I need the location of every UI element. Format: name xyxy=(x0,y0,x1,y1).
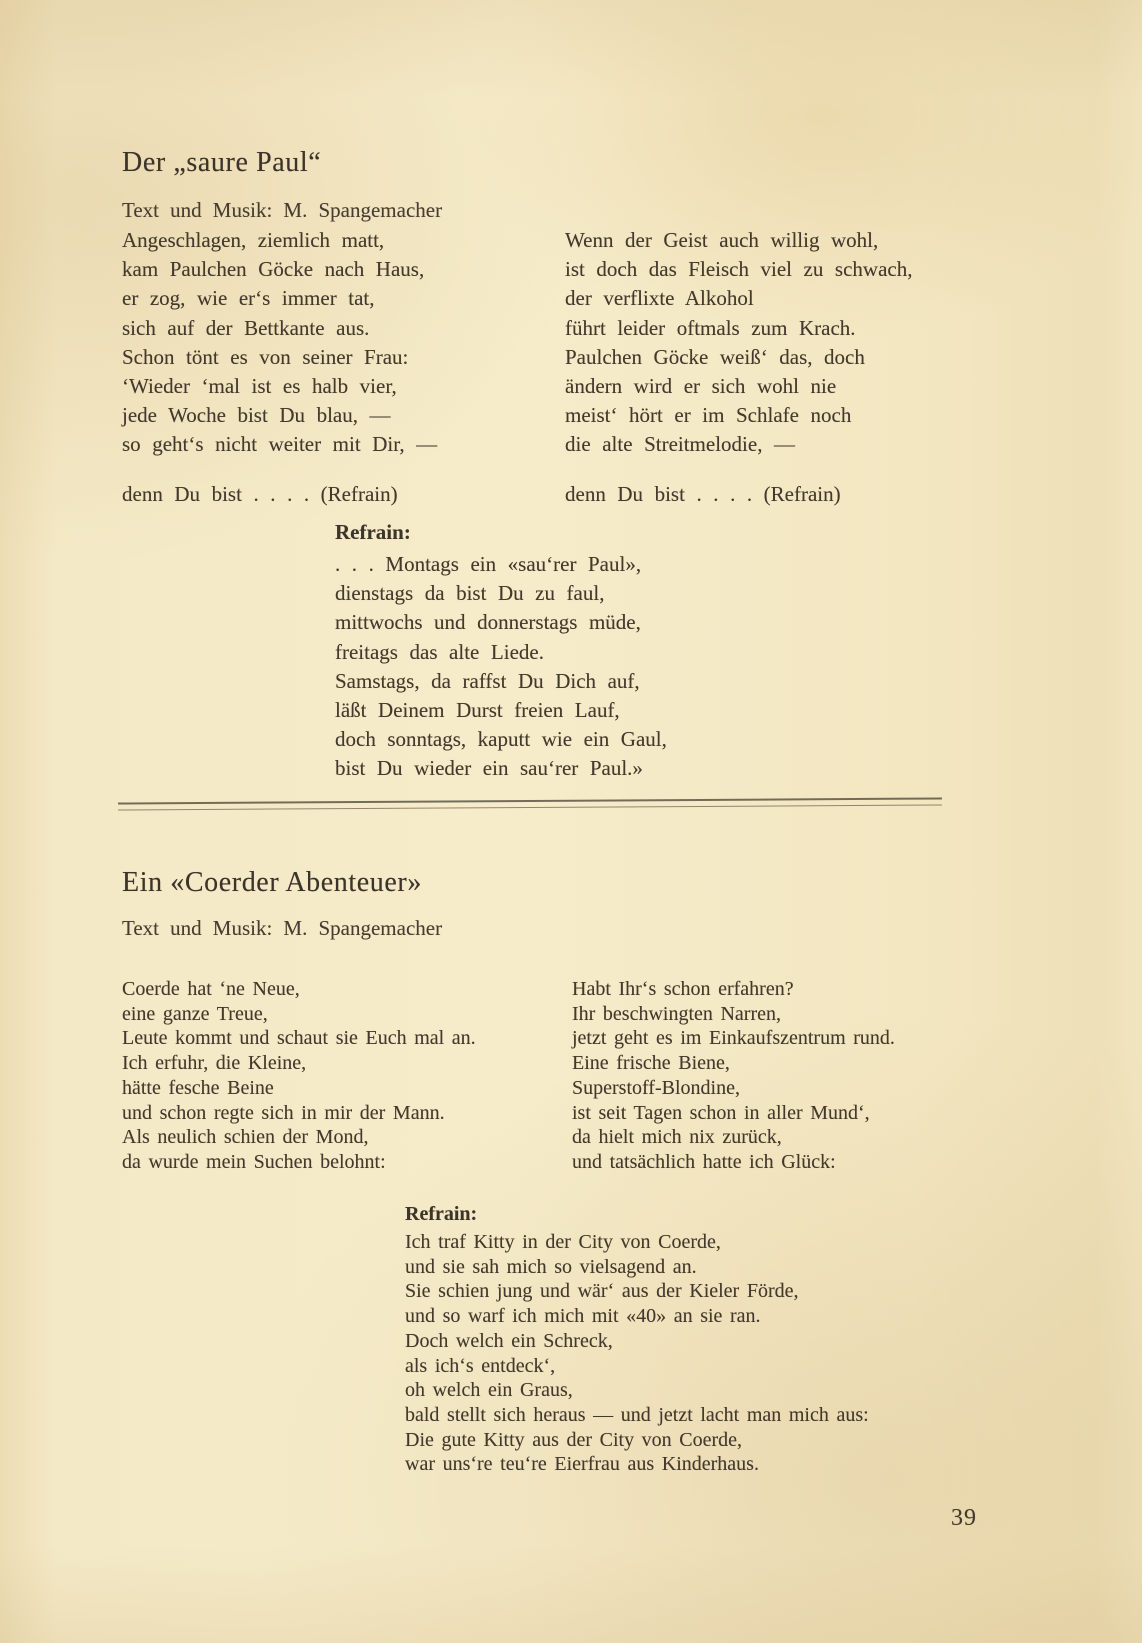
verse-line: ist seit Tagen schon in aller Mund‘, xyxy=(572,1101,870,1124)
song-2-verse-left-column xyxy=(122,977,476,1175)
verse-line: Schon tönt es von seiner Frau: xyxy=(122,344,409,369)
verse-line: jetzt geht es im Einkaufszentrum rund. xyxy=(572,1027,895,1050)
verse-line: und schon regte sich in mir der Mann. xyxy=(122,1101,445,1124)
verse-line: freitags das alte Liede. xyxy=(335,639,544,664)
verse-line: da hielt mich nix zurück, xyxy=(572,1126,782,1149)
verse-line: Eine frische Biene, xyxy=(572,1052,730,1075)
verse-line: mittwochs und donnerstags müde, xyxy=(335,610,641,635)
song-2-verse-right-column xyxy=(572,977,895,1175)
verse-line: die alte Streitmelodie, — xyxy=(565,432,796,457)
page-number: 39 xyxy=(951,1505,977,1531)
song-1-refrain xyxy=(335,550,667,784)
verse-line: doch sonntags, kaputt wie ein Gaul, xyxy=(335,727,667,752)
verse-line: ist doch das Fleisch viel zu schwach, xyxy=(565,257,913,282)
verse-line: Coerde hat ‘ne Neue, xyxy=(122,978,300,1000)
verse-line: sich auf der Bettkante aus. xyxy=(122,315,370,340)
song-1-credit: Text und Musik: M. Spangemacher xyxy=(122,198,443,222)
verse-line: Habt Ihr‘s schon erfahren? xyxy=(572,978,794,1000)
verse-line: führt leider oftmals zum Krach. xyxy=(565,315,856,340)
song-2-refrain-label: Refrain: xyxy=(405,1203,478,1225)
verse-line: eine ganze Treue, xyxy=(122,1002,268,1025)
verse-line: Wenn der Geist auch willig wohl, xyxy=(565,228,879,252)
verse-line: . . . Montags ein «sau‘rer Paul», xyxy=(335,552,642,576)
verse-line: Superstoff-Blondine, xyxy=(572,1076,740,1099)
verse-line: Die gute Kitty aus der City von Coerde, xyxy=(405,1428,743,1451)
verse-line: und sie sah mich so vielsagend an. xyxy=(405,1255,697,1278)
verse-line: bald stellt sich heraus — und jetzt lacht man mich aus: xyxy=(405,1403,869,1426)
verse-line: Leute kommt und schaut sie Euch mal an. xyxy=(122,1027,476,1050)
verse-line: und tatsächlich hatte ich Glück: xyxy=(572,1150,836,1173)
verse-line: ‘Wieder ‘mal ist es halb vier, xyxy=(122,374,397,399)
verse-line: Doch welch ein Schreck, xyxy=(405,1329,613,1352)
verse-line: so geht‘s nicht weiter mit Dir, — xyxy=(122,432,438,457)
song-1-refrain-label: Refrain: xyxy=(335,520,411,544)
section-divider-rule xyxy=(118,797,942,810)
song-2-title: Ein «Coerder Abenteuer» xyxy=(122,867,422,898)
verse-line: Als neulich schien der Mond, xyxy=(122,1126,369,1149)
verse-line: kam Paulchen Göcke nach Haus, xyxy=(122,257,425,282)
verse-line: Sie schien jung und wär‘ aus der Kieler Förde, xyxy=(405,1280,799,1303)
verse-line: ändern wird er sich wohl nie xyxy=(565,374,837,399)
song-1-title: Der „saure Paul“ xyxy=(122,147,322,178)
verse-line: läßt Deinem Durst freien Lauf, xyxy=(335,698,620,723)
verse-line: Samstags, da raffst Du Dich auf, xyxy=(335,668,640,693)
verse-line: er zog, wie er‘s immer tat, xyxy=(122,286,375,311)
verse-line: Paulchen Göcke weiß‘ das, doch xyxy=(565,344,865,369)
verse-line: Ihr beschwingten Narren, xyxy=(572,1002,782,1025)
verse-line: als ich‘s entdeck‘, xyxy=(405,1354,556,1377)
song-2-refrain xyxy=(405,1230,869,1477)
verse-line: oh welch ein Graus, xyxy=(405,1379,573,1402)
verse-line: war uns‘re teu‘re Eierfrau aus Kinderhaus. xyxy=(405,1453,759,1476)
song-1-left-refrain-cue: denn Du bist . . . . (Refrain) xyxy=(122,482,398,506)
verse-line: und so warf ich mich mit «40» an sie ran. xyxy=(405,1305,761,1328)
verse-line: meist‘ hört er im Schlafe noch xyxy=(565,403,852,428)
song-1-verse-left-column xyxy=(122,226,437,460)
verse-line: der verflixte Alkohol xyxy=(565,286,754,311)
song-1-verse-right-column xyxy=(565,226,912,460)
verse-line: jede Woche bist Du blau, — xyxy=(122,403,391,428)
verse-line: bist Du wieder ein sau‘rer Paul.» xyxy=(335,756,643,781)
verse-line: da wurde mein Suchen belohnt: xyxy=(122,1150,386,1173)
song-2-credit: Text und Musik: M. Spangemacher xyxy=(122,916,443,940)
verse-line: Ich erfuhr, die Kleine, xyxy=(122,1052,307,1075)
verse-line: Ich traf Kitty in der City von Coerde, xyxy=(405,1231,721,1253)
verse-line: hätte fesche Beine xyxy=(122,1076,274,1099)
verse-line: Angeschlagen, ziemlich matt, xyxy=(122,228,385,252)
verse-line: dienstags da bist Du zu faul, xyxy=(335,581,605,606)
song-1-right-refrain-cue: denn Du bist . . . . (Refrain) xyxy=(565,482,841,506)
